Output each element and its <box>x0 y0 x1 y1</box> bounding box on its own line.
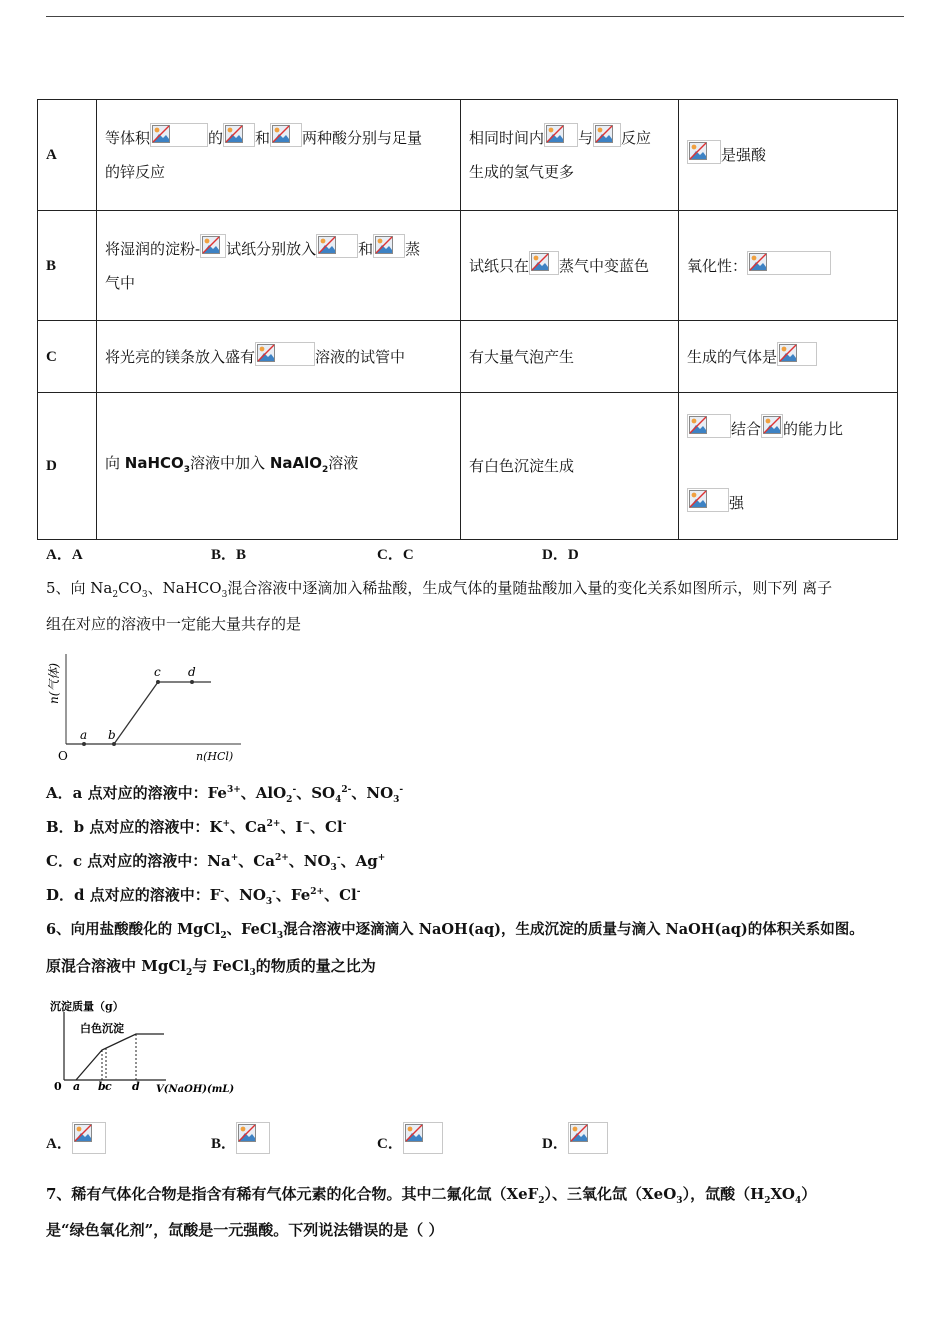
point-c <box>156 680 160 684</box>
op-text: 溶液的试管中 <box>315 347 406 366</box>
q4-option-d[interactable]: D．D <box>542 547 579 563</box>
q7-stem-line1: 7、稀有气体化合物是指含有稀有气体元素的化合物。其中二氟化氙（XeF$_2$）、三氧化氙（XeO$_3$），氙酸$(H_2XO_4)$ <box>46 1185 817 1206</box>
q6-option-a[interactable]: A． <box>46 1122 106 1154</box>
image-placeholder-icon <box>687 488 729 512</box>
image-placeholder-icon <box>316 234 358 258</box>
phenomenon-cell: 有大量气泡产生 <box>461 321 679 393</box>
op-text: 试纸分别放入 <box>226 239 317 258</box>
operation-cell <box>97 100 461 211</box>
row-label: B <box>38 211 97 321</box>
q6-option-d[interactable]: D． <box>542 1122 608 1154</box>
concl-text: 强 <box>729 493 745 512</box>
image-placeholder-icon <box>568 1122 608 1154</box>
operation-cell <box>97 393 461 540</box>
q4-option-a[interactable]: A．A <box>46 547 83 563</box>
image-placeholder-icon <box>687 140 721 164</box>
concl-text: 结合 <box>731 419 762 438</box>
concl-text: 氧化性： <box>687 256 748 275</box>
conclusion-cell <box>679 211 898 321</box>
op-text: 蒸 <box>405 239 421 258</box>
conclusion-cell <box>679 100 898 211</box>
row-label: D <box>38 393 97 540</box>
image-placeholder-icon <box>255 342 315 366</box>
image-placeholder-icon <box>403 1122 443 1154</box>
point-d <box>190 680 194 684</box>
q4-option-b[interactable]: B．B <box>211 547 247 563</box>
operation-cell <box>97 321 461 393</box>
phen-text: 蒸气中变蓝色 <box>559 256 650 275</box>
gas-curve <box>66 682 211 744</box>
x-axis-label: V(NaOH)(mL) <box>156 1084 235 1095</box>
point-b-label: b <box>108 728 116 742</box>
tick-a: a <box>73 1080 81 1093</box>
q5-gas-graph <box>46 648 256 766</box>
phen-text: 生成的氢气更多 <box>469 163 575 181</box>
table-row <box>38 211 898 321</box>
point-b <box>112 742 116 746</box>
q5-option-b[interactable]: B．b 点对应的溶液中：K+、$Ca^{2+}$、I−、Cl- <box>46 818 347 836</box>
phen-text: 相同时间内 <box>469 129 545 147</box>
q5-option-c[interactable]: C．c 点对应的溶液中：Na+、$Ca^{2+}$、$NO_3^-$、Ag+ <box>46 852 386 873</box>
image-placeholder-icon <box>529 251 559 275</box>
op-text: 等体积 <box>105 129 151 147</box>
image-placeholder-icon <box>200 234 226 258</box>
header-rule <box>46 16 904 17</box>
operation-cell <box>97 211 461 321</box>
formula-sub: 3 <box>183 464 191 475</box>
point-d-label: d <box>188 665 196 679</box>
op-text: 气中 <box>105 273 136 292</box>
image-placeholder-icon <box>747 251 831 275</box>
concl-text: 的能力比 <box>783 419 844 438</box>
conclusion-cell <box>679 321 898 393</box>
tick-c: c <box>105 1080 112 1093</box>
q6-stem-line2: 原混合溶液中 MgCl$_2$与 FeCl$_3$的物质的量之比为 <box>46 957 376 978</box>
tick-0: 0 <box>54 1080 62 1093</box>
table-row <box>38 393 898 540</box>
phenomenon-cell <box>461 211 679 321</box>
concl-text: 是强酸 <box>721 146 767 164</box>
image-placeholder-icon <box>687 414 731 438</box>
formula-text: NaHCO <box>124 453 184 472</box>
table-row <box>38 321 898 393</box>
image-placeholder-icon <box>150 123 208 147</box>
op-text: 将湿润的淀粉- <box>105 239 201 258</box>
op-text: 和 <box>358 239 374 258</box>
q5-option-a[interactable]: A．a 点对应的溶液中：$Fe^{3+}$、AlO$_2$-、$SO_4^{2-}$、$NO_3^-$ <box>46 784 404 805</box>
image-placeholder-icon <box>236 1122 270 1154</box>
op-text: 溶液中加入 <box>190 453 270 472</box>
phen-text: 反应 <box>621 129 652 147</box>
q6-option-b[interactable]: B． <box>211 1122 270 1154</box>
phenomenon-cell <box>461 100 679 211</box>
q6-option-c[interactable]: C． <box>377 1122 443 1154</box>
origin-label: O <box>58 749 68 763</box>
op-text: 向 <box>105 453 125 472</box>
image-placeholder-icon <box>373 234 405 258</box>
op-text: 的锌反应 <box>105 163 166 181</box>
y-axis-label: 沉淀质量（g） <box>50 1000 124 1013</box>
image-placeholder-icon <box>270 123 302 147</box>
op-text: 的 <box>208 129 224 147</box>
op-text: 溶液 <box>328 453 359 472</box>
image-placeholder-icon <box>72 1122 106 1154</box>
phen-text: 与 <box>578 129 594 147</box>
q6-precipitate-graph <box>46 996 246 1100</box>
op-text: 将光亮的镁条放入盛有 <box>105 347 256 366</box>
op-text: 和 <box>255 129 271 147</box>
row-label: C <box>38 321 97 393</box>
point-a <box>82 742 86 746</box>
image-placeholder-icon <box>223 123 255 147</box>
point-c-label: c <box>154 665 161 679</box>
tick-d: d <box>132 1080 140 1093</box>
formula-text: NaAlO <box>269 453 323 472</box>
image-placeholder-icon <box>761 414 783 438</box>
image-placeholder-icon <box>777 342 817 366</box>
tick-b: b <box>98 1080 106 1093</box>
curve-label: 白色沉淀 <box>80 1022 124 1035</box>
formula-sub: 2 <box>322 464 329 475</box>
phenomenon-cell: 有白色沉淀生成 <box>461 393 679 540</box>
q7-stem-line2: 是“绿色氧化剂”，氙酸是一元强酸。下列说法错误的是（ ） <box>46 1221 444 1239</box>
x-axis-label: n(HCl) <box>196 750 234 763</box>
y-axis-label: n(气体) <box>47 662 61 704</box>
concl-text: 生成的气体是 <box>687 347 778 366</box>
q5-option-d[interactable]: D．d 点对应的溶液中：F-、$NO_3^-$、$Fe^{2+}$、Cl- <box>46 886 361 907</box>
op-text: 两种酸分别与足量 <box>302 129 423 147</box>
experiment-table <box>37 99 898 540</box>
q5-stem-line1: 5、向 $Na_2CO_3$、NaHCO$_3$混合溶液中逐滴加入稀盐酸，生成气体的量随盐酸加入量的变化关系如图所示，则下列 离子 <box>46 579 833 600</box>
q5-stem-line2: 组在对应的溶液中一定能大量共存的是 <box>46 615 302 633</box>
q4-option-c[interactable]: C．C <box>377 547 414 563</box>
row-label: A <box>38 100 97 211</box>
image-placeholder-icon <box>593 123 621 147</box>
precipitate-curve <box>76 1034 164 1080</box>
image-placeholder-icon <box>544 123 578 147</box>
phen-text: 试纸只在 <box>469 256 530 275</box>
table-row <box>38 100 898 211</box>
conclusion-cell <box>679 393 898 540</box>
q6-stem-line1: 6、向用盐酸酸化的 MgCl$_2$、FeCl$_3$混合溶液中逐滴滴入 NaOH(aq)，生成沉淀的质量与滴入 NaOH(aq)的体积关系如图。 <box>46 921 864 941</box>
point-a-label: a <box>80 728 88 742</box>
